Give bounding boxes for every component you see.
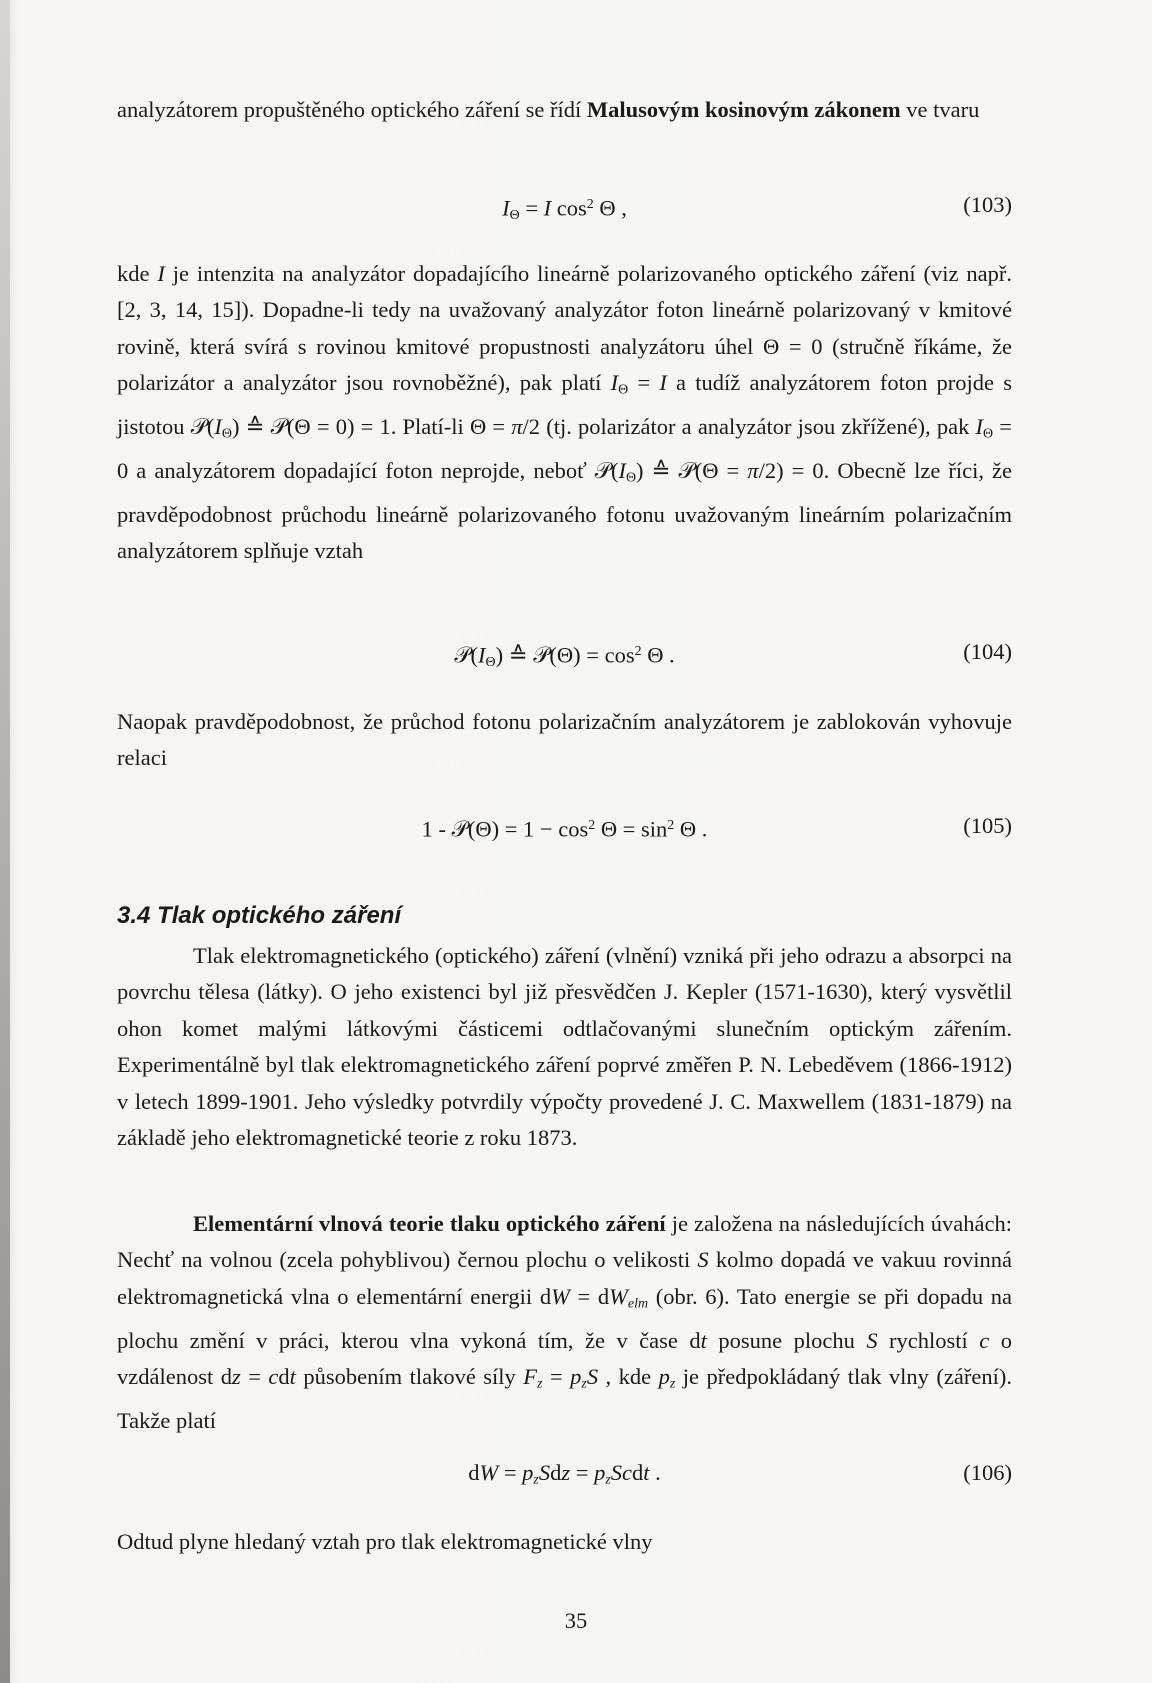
paragraph-polarization: kde I je intenzita na analyzátor dopadajícího lineárně polarizovaného optického záření (viz např. [2, 3, 14, 15]). Dopadne-li tedy na uvažovaný analyzátor foton lineárně polarizovaný v kmitové rovině, která svírá s rovinou kmitové propustnosti analyzátoru úhel Θ = 0 (stručně říkáme, že polarizátor a analyzátor jsou rovnoběžné), pak platí $I_\Theta = I$ a tudíž analyzátorem foton projde s jistotou $𝒫(I_\Theta)$ ≙ 𝒫(Θ = 0) = 1. Platí-li Θ = π/2 (tj. polarizátor a analyzátor jsou zkřížené), pak $I_\Theta = 0$ a analyzátorem dopadající foton neprojde, neboť $𝒫(I_\Theta)$ ≙ 𝒫(Θ = π/2) = 0. Obecně lze říci, že pravděpodobnost průchodu lineárně polarizovaného fotonu uvažovaným lineárním polarizačním analyzátorem splňuje vztah bbox=[117, 261, 1013, 564]
equation-104-expression: $𝒫(I_\Theta)$ ≙ 𝒫(Θ) = $\cos^2 \Theta$ . bbox=[454, 642, 675, 671]
paragraph-blocking: Naopak pravděpodobnost, že průchod fotonu polarizačním analyzátorem je zablokován vyhovuje relaci bbox=[117, 709, 1012, 771]
page-number: 35 bbox=[564, 1608, 588, 1633]
equation-103-number: (103) bbox=[963, 192, 1012, 217]
paragraph-wave-theory: Elementární vlnová teorie tlaku optického záření je založena na následujících úvahách: Nechť na volnou (zcela pohyblivou) černou plochu o velikosti S kolmo dopadá ve vakuu rovinná elektromagnetická vlna o elementární energii dW = $dW_{elm}$ (obr. 6). Tato energie se při dopadu na plochu změní v práci, kterou vlna vykoná tím, že v čase dt posune plochu S rychlostí c o vzdálenost dz = cdt působením tlakové síly $F_z = p_zS$ , kde $p_z$ je předpokládaný tlak vlny (záření). Takže platí bbox=[117, 1211, 1013, 1433]
paragraph-malus-intro: analyzátorem propuštěného optického záření se řídí Malusovým kosinovým zákonem ve tvaru bbox=[117, 97, 980, 122]
equation-104 bbox=[117, 634, 1012, 670]
equation-106-expression: dW = $p_zSdz$ = $p_zScdt$ . bbox=[468, 1460, 661, 1488]
paragraph-radiation-pressure: Tlak elektromagnetického (optického) záření (vlnění) vzniká při jeho odrazu a absorpci na povrchu tělesa (látky). O jeho existenci byl již přesvědčen J. Kepler (1571-1630), který vysvětlil ohon komet malými látkovými částicemi odtlačovanými slunečním optickým zářením. Experimentálně byl tlak elektromagnetického záření poprvé změřen P. N. Lebeděvem (1866-1912) v letech 1899-1901. Jeho výsledky potvrdily výpočty provedené J. C. Maxwellem (1831-1879) na základě jeho elektromagnetické teorie z roku 1873. bbox=[117, 943, 1012, 1151]
paragraph-conclusion: Odtud plyne hledaný vztah pro tlak elektromagnetické vlny bbox=[117, 1529, 653, 1554]
section-number: 3.4 bbox=[117, 902, 151, 929]
equation-106-number: (106) bbox=[963, 1460, 1012, 1485]
equation-103 bbox=[117, 187, 1012, 223]
equation-103-expression: $I_\Theta = I$ $\cos^2 \Theta$ , bbox=[502, 195, 627, 224]
equation-105 bbox=[117, 808, 1012, 844]
equation-105-number: (105) bbox=[963, 813, 1012, 838]
equation-104-number: (104) bbox=[963, 639, 1012, 664]
section-title: Tlak optického záření bbox=[157, 902, 402, 929]
equation-105-expression: 1 - 𝒫(Θ) = $1 - \cos^2 \Theta = \sin^2 \Theta$ . bbox=[421, 816, 708, 842]
page-edge-shadow bbox=[0, 0, 10, 1683]
section-heading bbox=[117, 898, 401, 934]
equation-106 bbox=[117, 1455, 1012, 1491]
